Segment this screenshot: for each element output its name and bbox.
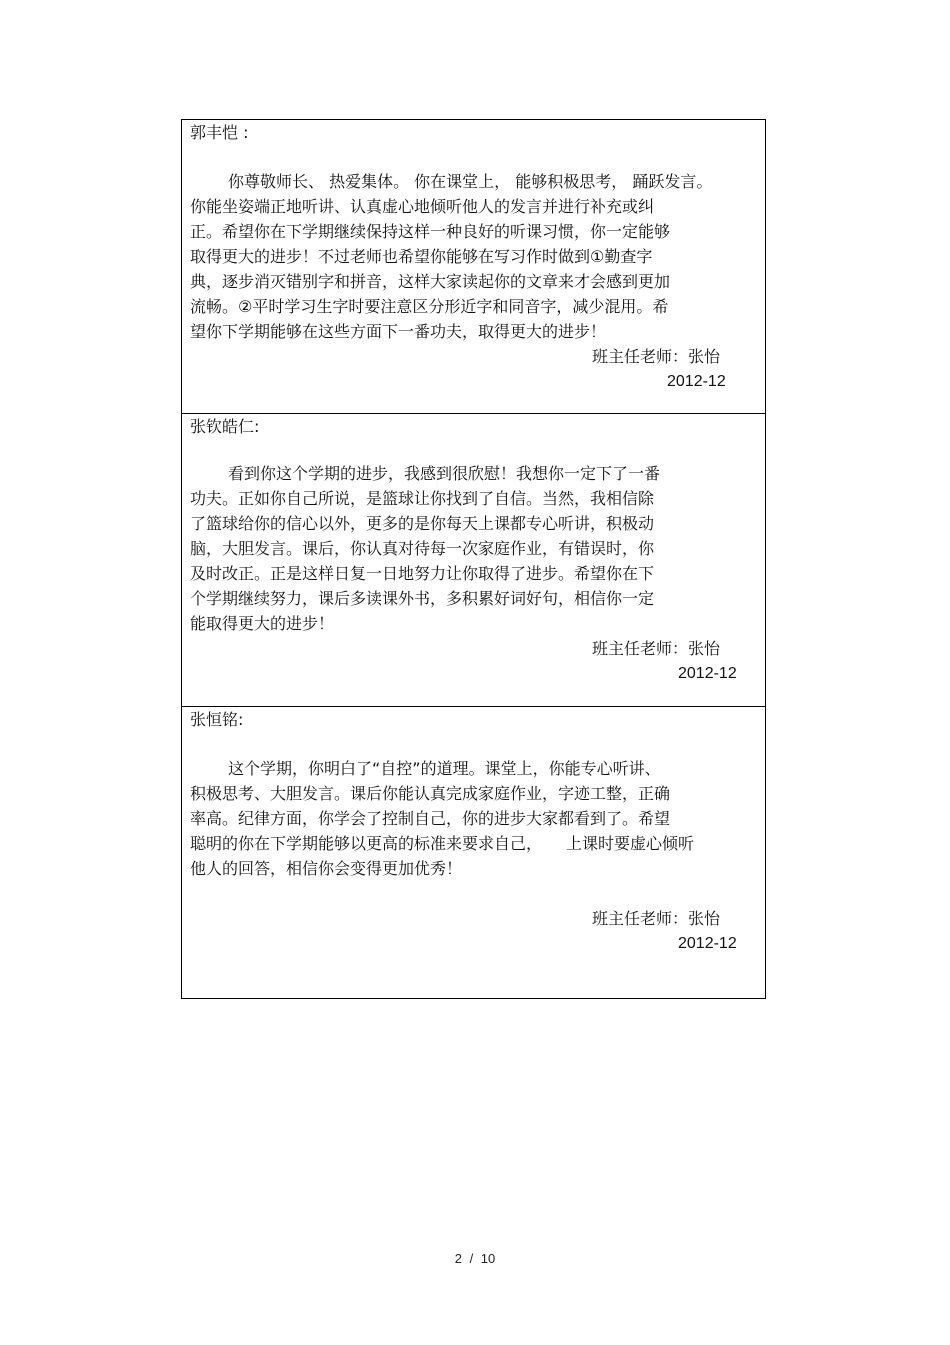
comment-cell-1 <box>182 120 765 414</box>
comment-line: 你能坐姿端正地听讲、认真虚心地倾听他人的发言并进行补充或纠 <box>190 197 655 216</box>
teacher-signature: 班主任老师：张怡 <box>592 639 721 658</box>
comment-line: 聪明的你在下学期能够以更高的标准来要求自己， 上课时要虚心倾听 <box>190 834 695 853</box>
comment-line: 看到你这个学期的进步，我感到很欣慰！我想你一定下了一番 <box>228 464 661 483</box>
comment-date: 2012-12 <box>667 373 726 390</box>
comments-table <box>181 119 766 999</box>
comment-date: 2012-12 <box>678 665 737 682</box>
comment-line: 你尊敬师长、 热爱集体。 你在课堂上， 能够积极思考， 踊跃发言。 <box>228 172 713 191</box>
comment-line: 他人的回答，相信你会变得更加优秀！ <box>190 859 463 878</box>
student-name: 张钦皓仁: <box>190 417 260 436</box>
comment-line: 个学期继续努力，课后多读课外书，多积累好词好句，相信你一定 <box>190 589 655 608</box>
teacher-signature: 班主任老师：张怡 <box>592 347 721 366</box>
teacher-signature: 班主任老师：张怡 <box>592 909 721 928</box>
comment-line: 及时改正。正是这样日复一日地努力让你取得了进步。希望你在下 <box>190 564 655 583</box>
comment-line: 能取得更大的进步！ <box>190 614 335 633</box>
page-number: 2 / 10 <box>454 1251 496 1266</box>
comment-line: 典，逐步消灭错别字和拼音，这样大家读起你的文章来才会感到更加 <box>190 272 671 291</box>
comment-line: 这个学期，你明白了“自控”的道理。课堂上，你能专心听讲、 <box>228 759 661 778</box>
comment-line: 率高。纪律方面，你学会了控制自己，你的进步大家都看到了。希望 <box>190 809 671 828</box>
comment-line: 积极思考、大胆发言。课后你能认真完成家庭作业，字迹工整，正确 <box>190 784 671 803</box>
student-name: 张恒铭: <box>190 710 244 729</box>
comment-line: 脑，大胆发言。课后，你认真对待每一次家庭作业，有错误时，你 <box>190 539 655 558</box>
comment-line: 了篮球给你的信心以外，更多的是你每天上课都专心听讲，积极动 <box>190 514 655 533</box>
comment-line: 流畅。②平时学习生字时要注意区分形近字和同音字，减少混用。希 <box>190 297 669 316</box>
comment-line: 功夫。正如你自己所说，是篮球让你找到了自信。当然，我相信除 <box>190 489 655 508</box>
comment-line: 取得更大的进步！不过老师也希望你能够在写习作时做到①勤查字 <box>190 247 653 266</box>
student-name: 郭丰恺 : <box>190 123 249 142</box>
comment-cell-3 <box>182 707 765 998</box>
comment-line: 正。希望你在下学期继续保持这样一种良好的听课习惯，你一定能够 <box>190 222 671 241</box>
comment-line: 望你下学期能够在这些方面下一番功夫，取得更大的进步！ <box>190 322 607 341</box>
comment-date: 2012-12 <box>678 935 737 952</box>
comment-cell-2 <box>182 414 765 707</box>
